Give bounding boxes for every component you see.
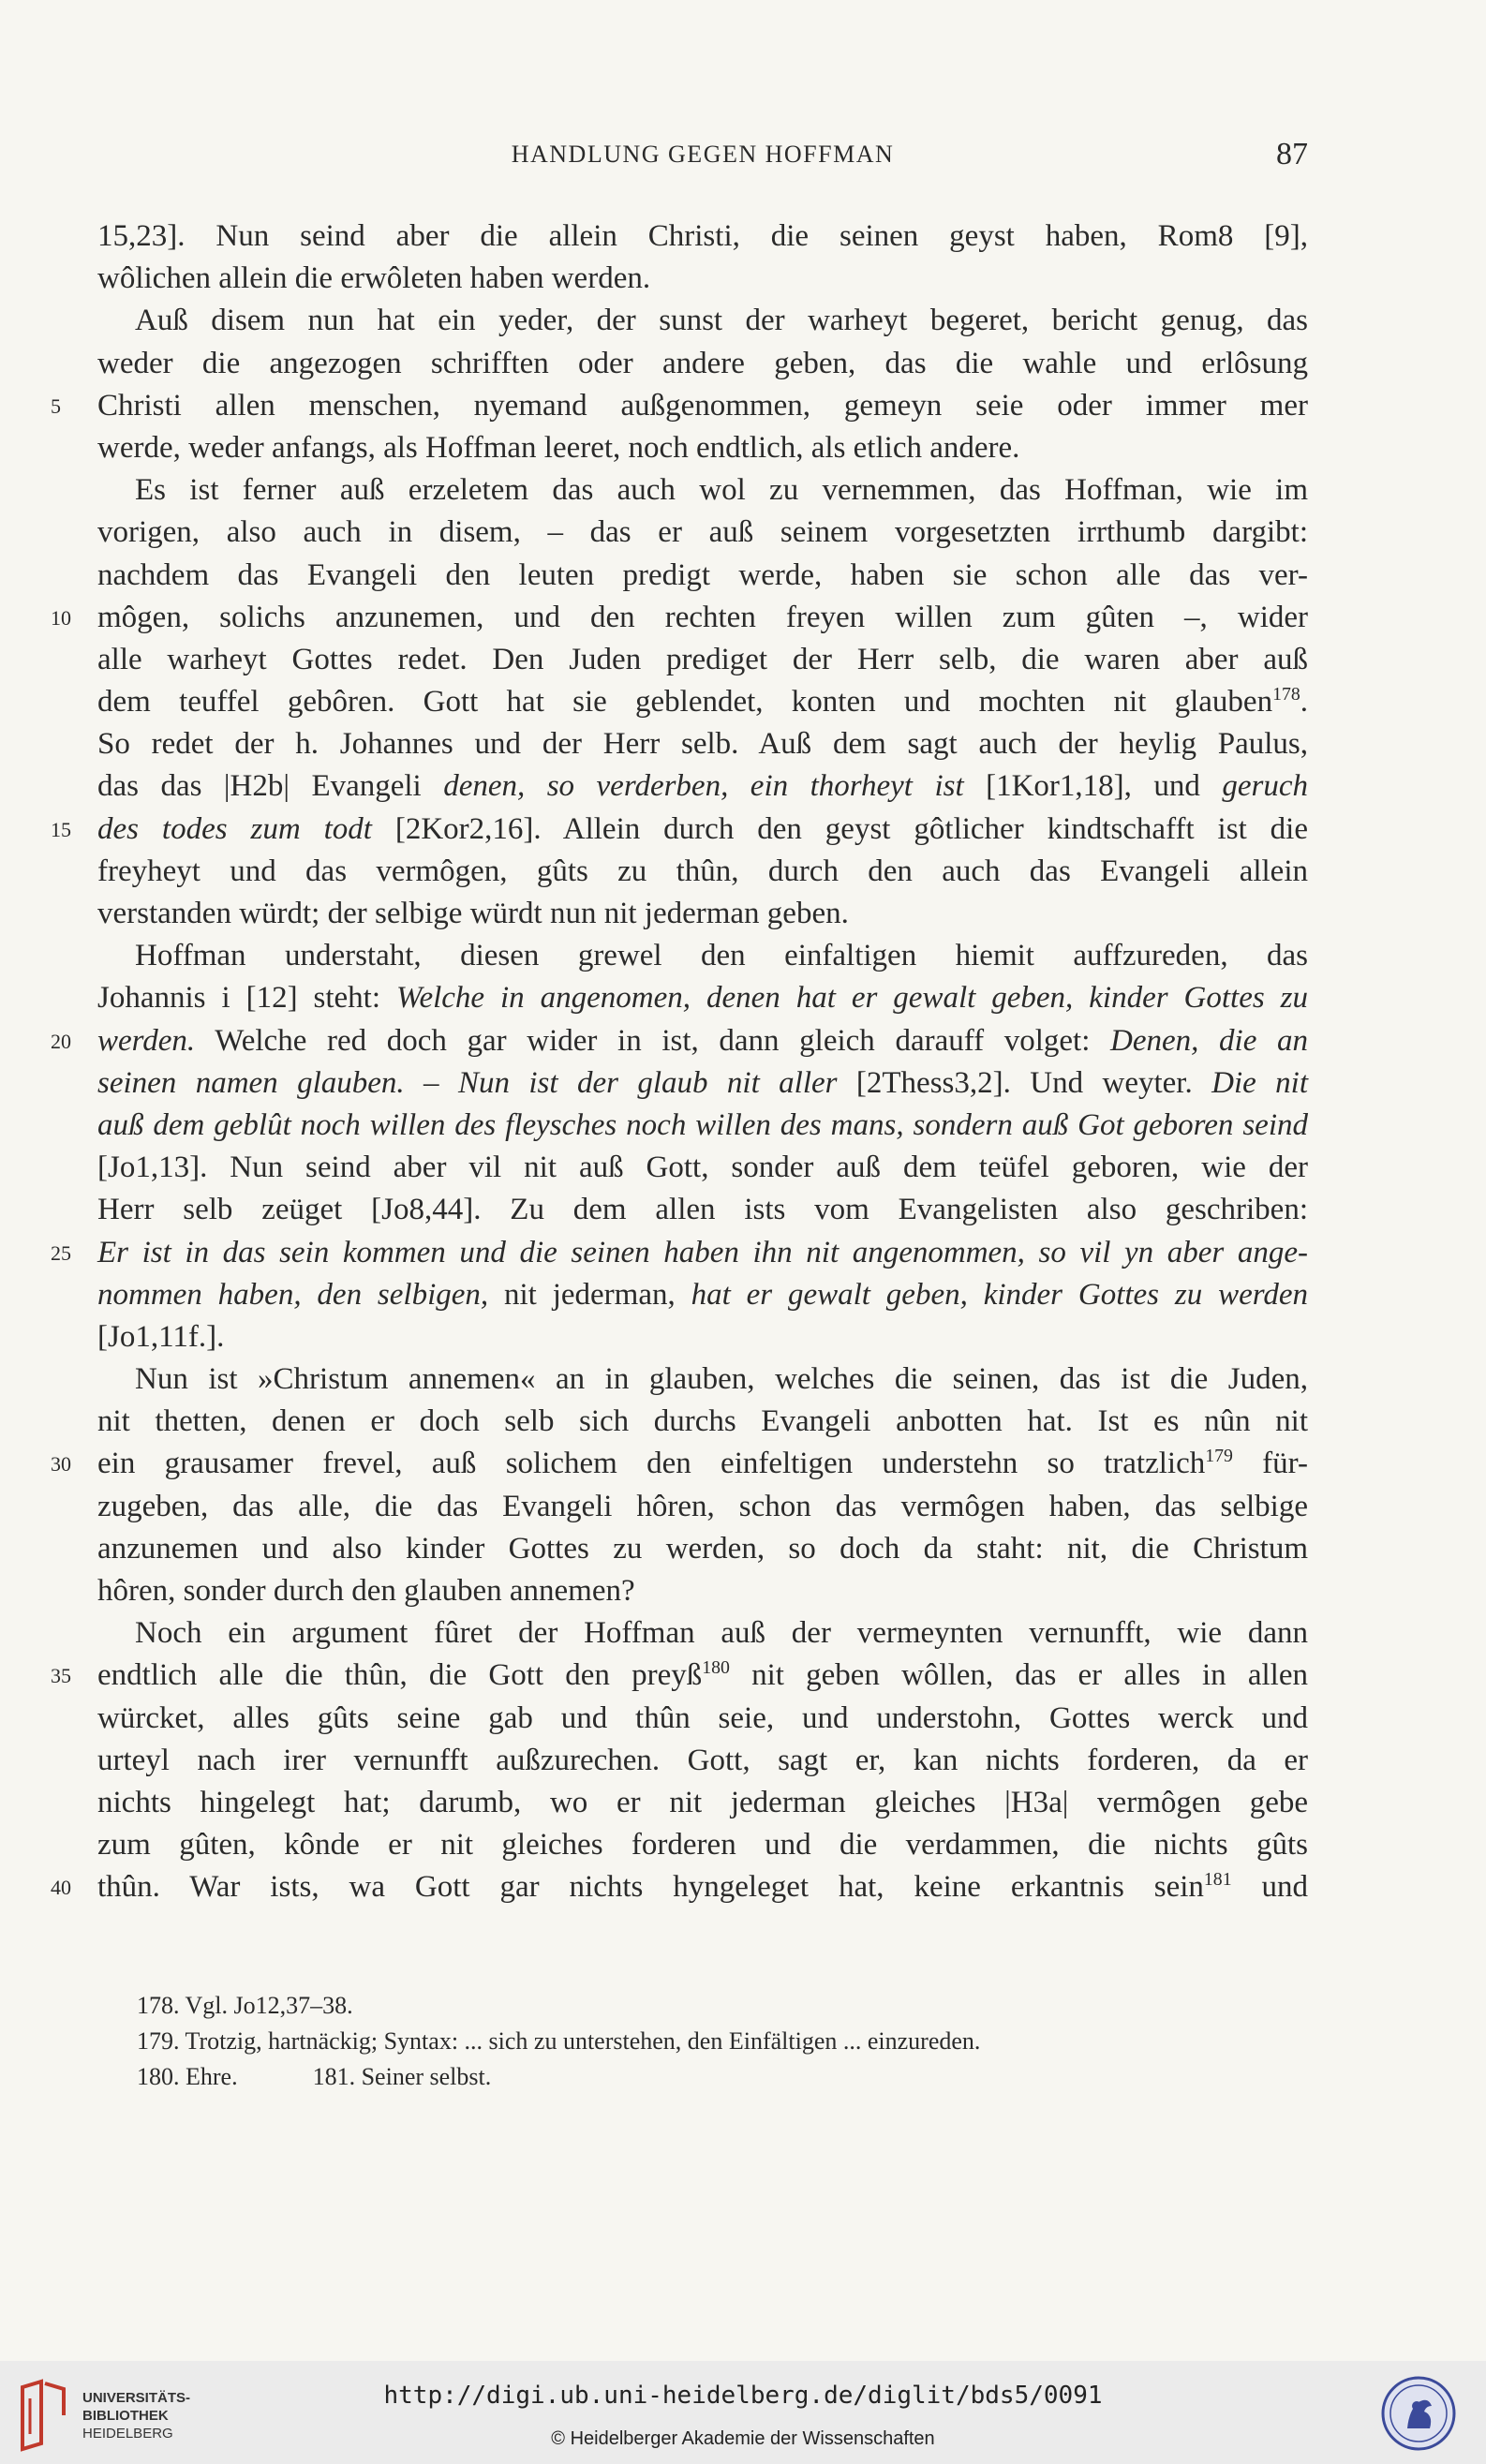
text-line (97, 300, 1308, 342)
line-text: verstanden würdt; der selbige würdt nun nit jederman geben. (97, 897, 849, 930)
footnote (137, 1988, 1299, 2024)
line-text: das das |H2b| Evangeli denen, so verderben, ein thorheyt ist [1Kor1,18], und geruch (97, 769, 1308, 804)
text-line (97, 681, 1308, 723)
text-line (97, 1316, 1308, 1358)
line-text: nichts hingelegt hat; darumb, wo er nit jederman gleiches |H3a| vermôgen gebe (97, 1785, 1308, 1819)
text-line (97, 1612, 1308, 1655)
line-text: alle warheyt Gottes redet. Den Juden prediget der Herr selb, die waren aber auß (97, 642, 1308, 676)
text-line (97, 343, 1308, 385)
text-line (51, 1020, 1308, 1062)
footnote (137, 2024, 1299, 2059)
running-title: HANDLUNG GEGEN HOFFMAN (511, 141, 895, 168)
text-line (51, 809, 1308, 851)
line-text: Es ist ferner auß erzeletem das auch wol zu vernemmen, das Hoffman, wie im (135, 473, 1308, 508)
line-text: weder die angezogen schrifften oder andere geben, das die wahle und erlôsung (97, 346, 1308, 380)
page-number: 87 (1276, 137, 1308, 171)
line-text: So redet der h. Johannes und der Herr selb. Auß dem sagt auch der heylig Paulus, (97, 727, 1308, 762)
line-text: des todes zum todt [2Kor2,16]. Allein durch den geyst gôtlicher kindtschafft ist die (97, 811, 1308, 846)
text-line (97, 765, 1308, 808)
text-line (97, 258, 1308, 300)
line-text: nit thetten, denen er doch selb sich durchs Evangeli anbotten hat. Ist es nûn nit (97, 1404, 1308, 1439)
line-text: môgen, solichs anzunemen, und den rechten freyen willen zum gûten –, wider (97, 600, 1308, 634)
line-text: Noch ein argument fûret der Hoffman auß der vermeynten vernunfft, wie dann (135, 1616, 1308, 1651)
line-number: 10 (51, 605, 71, 630)
line-text: Auß disem nun hat ein yeder, der sunst der warheyt begeret, bericht genug, das (135, 304, 1308, 338)
text-line (97, 851, 1308, 893)
line-text: 15,23]. Nun seind aber die allein Christi, die seinen geyst haben, Rom8 [9], (97, 219, 1308, 253)
academy-seal-icon[interactable] (1379, 2374, 1458, 2453)
text-line (97, 1358, 1308, 1401)
text-line (97, 512, 1308, 554)
library-name-line-2: BIBLIOTHEK (82, 2408, 169, 2424)
permalink-link[interactable]: http://digi.ub.uni-heidelberg.de/diglit/bds5/0091 (383, 2382, 1103, 2410)
line-text: zum gûten, kônde er nit gleiches forderen und die verdammen, die nichts gûts (97, 1828, 1308, 1863)
line-number: 40 (51, 1876, 71, 1900)
text-line (97, 1698, 1308, 1740)
line-text: ein grausamer frevel, auß solichem den einfeltigen understehn so tratzlich$^{179}$ für- (97, 1446, 1308, 1481)
line-number: 25 (51, 1240, 71, 1265)
text-line (97, 1528, 1308, 1570)
library-name-line-3: HEIDELBERG (82, 2426, 173, 2442)
line-text: [Jo1,11f.]. (97, 1319, 225, 1354)
text-line (97, 1189, 1308, 1231)
line-text: endtlich alle die thûn, die Gott den preyß$^{180}$ nit geben wôllen, das er alles in allen (97, 1657, 1308, 1693)
text-line (97, 427, 1308, 469)
text-line (97, 935, 1308, 977)
line-text: werden. Welche red doch gar wider in ist, dann gleich darauff volget: Denen, die an (97, 1023, 1308, 1058)
line-number: 20 (51, 1029, 71, 1053)
permalink (0, 2382, 1486, 2410)
line-text: thûn. War ists, wa Gott gar nichts hyngeleget hat, keine erkantnis sein$^{181}$ und (97, 1869, 1308, 1905)
line-text: auß dem geblût noch willen des fleysches noch willen des mans, sondern auß Got geboren seind (97, 1107, 1308, 1142)
text-line (97, 1570, 1308, 1612)
line-text: seinen namen glauben. – Nun ist der glaub nit aller [2Thess3,2]. Und weyter. Die nit (97, 1065, 1309, 1100)
body-text (51, 215, 1309, 1909)
line-text: urteyl nach irer vernunfft außzurechen. Gott, sagt er, kan nichts forderen, da er (97, 1743, 1308, 1777)
line-text: zugeben, das alle, die das Evangeli hôren, schon das vermôgen haben, das selbige (97, 1489, 1308, 1523)
line-text: Nun ist »Christum annemen« an in glauben, welches die seinen, das ist die Juden, (135, 1362, 1308, 1397)
footer-bar (0, 2361, 1486, 2464)
text-line (51, 385, 1308, 427)
text-line (97, 1062, 1308, 1105)
text-line (97, 977, 1308, 1019)
line-text: vorigen, also auch in disem, – das er auß seinem vorgesetzten irrthumb dargibt: (97, 515, 1308, 550)
copyright-notice: © Heidelberger Akademie der Wissenschaften (551, 2428, 935, 2449)
line-text: nachdem das Evangeli den leuten predigt werde, haben sie schon alle das ver- (97, 557, 1308, 592)
line-text: würcket, alles gûts seine gab und thûn seie, und understohn, Gottes werck und (97, 1700, 1308, 1735)
line-text: werde, weder anfangs, als Hoffman leeret, noch endtlich, als etlich andere. (97, 430, 1020, 465)
line-text: [Jo1,13]. Nun seind aber vil nit auß Gott, sonder auß dem teüfel geboren, wie der (97, 1150, 1308, 1185)
text-line (97, 1401, 1308, 1443)
text-line (51, 1655, 1308, 1697)
text-line (51, 597, 1308, 639)
text-line (51, 1866, 1308, 1908)
line-text: hôren, sonder durch den glauben annemen? (97, 1574, 635, 1608)
footnote-text: 181. Seiner selbst. (312, 2063, 492, 2090)
text-line (97, 1105, 1308, 1147)
text-line (97, 1274, 1308, 1316)
line-text: Er ist in das sein kommen und die seinen haben ihn nit angenommen, so vil yn aber ange- (97, 1235, 1308, 1269)
text-line (97, 639, 1308, 681)
library-name-line-1: UNIVERSITÄTS- (82, 2390, 191, 2406)
text-line (97, 1147, 1308, 1189)
running-head (97, 137, 1308, 174)
footnotes (137, 1988, 1299, 2095)
text-line (97, 893, 1308, 935)
line-text: Johannis i [12] steht: Welche in angenomen, denen hat er gewalt geben, kinder Gottes zu (97, 981, 1308, 1016)
footnote-text: 178. Vgl. Jo12,37–38. (137, 1992, 353, 2019)
text-line (97, 1824, 1308, 1866)
line-text: dem teuffel gebôren. Gott hat sie geblendet, konten und mochten nit glauben$^{178}$. (97, 684, 1308, 720)
line-text: freyheyt und das vermôgen, gûts zu thûn, durch den auch das Evangeli allein (97, 853, 1308, 888)
text-line (97, 555, 1308, 597)
line-text: nommen haben, den selbigen, nit jederman, hat er gewalt geben, kinder Gottes zu werden (97, 1277, 1308, 1312)
footnote-text: 179. Trotzig, hartnäckig; Syntax: ... sich zu unterstehen, den Einfältigen ... einzureden. (137, 2027, 981, 2055)
text-line (97, 215, 1308, 258)
text-line (97, 469, 1308, 512)
text-line (97, 723, 1308, 765)
text-line (97, 1782, 1308, 1824)
line-text: Hoffman understaht, diesen grewel den einfaltigen hiemit auffzureden, das (135, 939, 1308, 973)
line-text: wôlichen allein die erwôleten haben werden. (97, 261, 651, 296)
line-text: Christi allen menschen, nyemand außgenommen, gemeyn seie oder immer mer (97, 388, 1308, 423)
line-number: 35 (51, 1664, 71, 1688)
footnote-text: 180. Ehre. (137, 2063, 238, 2090)
text-line (97, 1486, 1308, 1528)
text-line (97, 1740, 1308, 1782)
line-text: Herr selb zeüget [Jo8,44]. Zu dem allen ists vom Evangelisten also geschriben: (97, 1193, 1308, 1227)
line-text: anzunemen und also kinder Gottes zu werden, so doch da staht: nit, die Christum (97, 1531, 1308, 1566)
line-number: 15 (51, 817, 71, 841)
footnote (137, 2059, 1299, 2095)
line-number: 30 (51, 1452, 71, 1477)
text-line (51, 1443, 1308, 1485)
line-number: 5 (51, 393, 61, 418)
text-line (51, 1232, 1308, 1274)
